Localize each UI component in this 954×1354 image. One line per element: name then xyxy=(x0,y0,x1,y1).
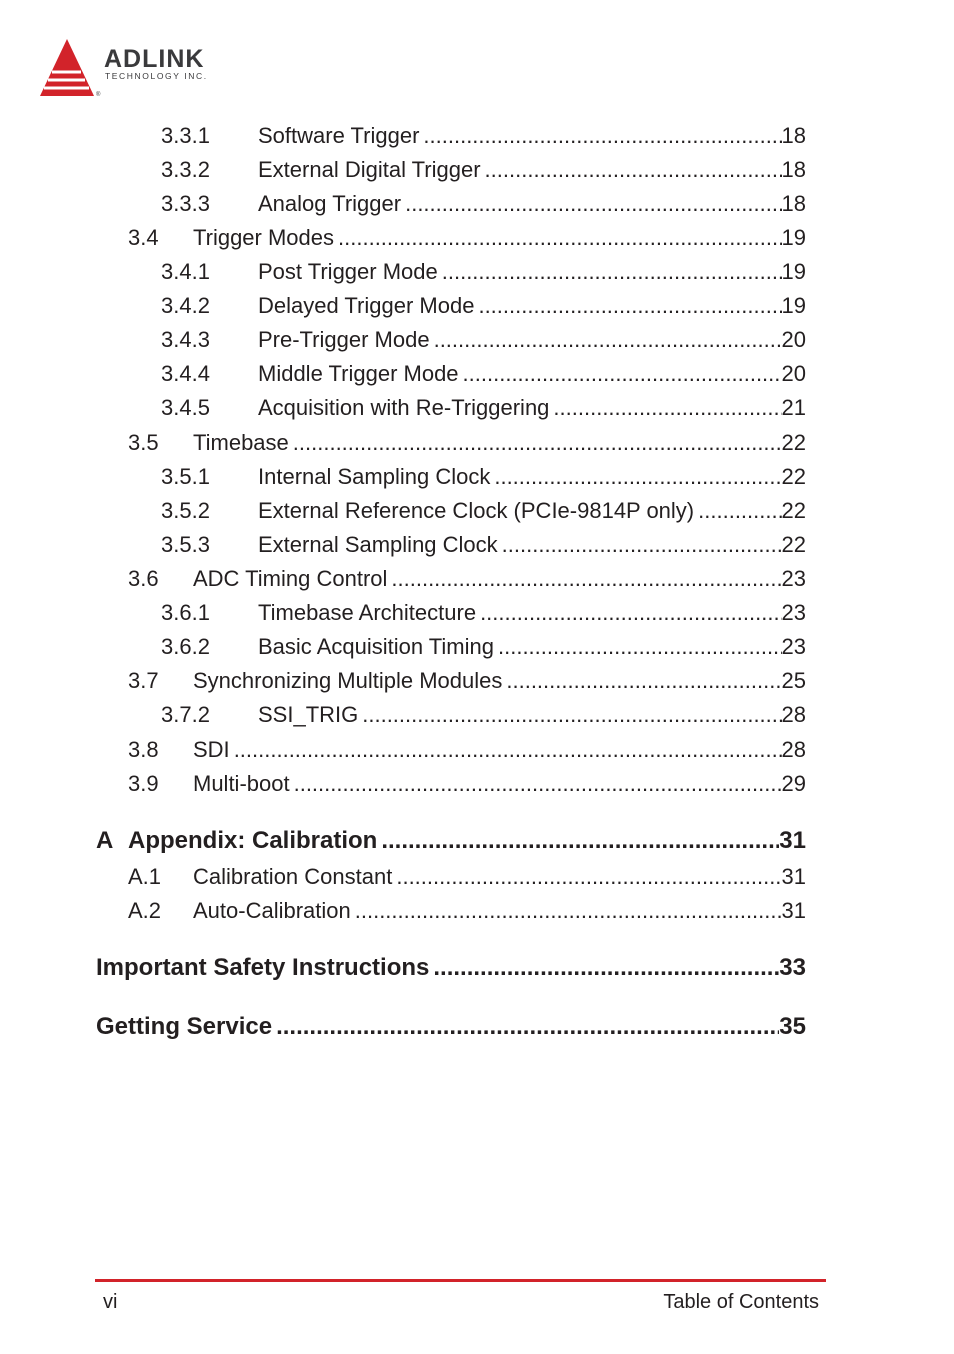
toc-chapter-page: 35 xyxy=(779,1013,806,1040)
toc-entry-number: 3.6.2 xyxy=(161,634,210,659)
toc-entry-title: External Reference Clock (PCIe-9814P only) xyxy=(258,498,695,523)
toc-entry-title: Multi-boot xyxy=(193,771,290,796)
toc-entry-number: 3.5.2 xyxy=(161,498,210,523)
toc-entry-number: 3.3.1 xyxy=(161,123,210,148)
toc-entry-page: 22 xyxy=(781,532,806,557)
toc-entry-number: 3.5.3 xyxy=(161,532,210,557)
toc-entry-title: SSI_TRIG xyxy=(258,702,359,727)
toc-chapter-page: 31 xyxy=(779,827,806,854)
toc-entry[interactable] xyxy=(161,257,806,287)
toc-entry-title: Calibration Constant xyxy=(193,864,393,889)
toc-entry-page: 25 xyxy=(781,668,806,693)
toc-entry[interactable] xyxy=(161,155,806,185)
toc-leader-dots xyxy=(430,325,782,355)
adlink-triangle-icon xyxy=(38,36,102,98)
toc-chapter-title: Getting Service xyxy=(96,1013,273,1040)
toc-entry-title: SDI xyxy=(193,737,230,762)
toc-entry[interactable] xyxy=(128,862,806,892)
toc-entry-title: Auto-Calibration xyxy=(193,898,351,923)
toc-entry[interactable] xyxy=(161,632,806,662)
toc-entry-title: Timebase xyxy=(193,430,289,455)
toc-leader-dots xyxy=(459,359,782,389)
toc-entry-number: 3.5.1 xyxy=(161,464,210,489)
toc-leader-dots xyxy=(230,735,782,765)
toc-entry-title: Basic Acquisition Timing xyxy=(258,634,494,659)
brand-name: ADLINK xyxy=(104,45,205,73)
toc-entry-title: Internal Sampling Clock xyxy=(258,464,491,489)
toc-entry[interactable] xyxy=(161,462,806,492)
toc-entry-title: Software Trigger xyxy=(258,123,420,148)
toc-entry[interactable] xyxy=(161,121,806,151)
toc-leader-dots xyxy=(377,826,779,856)
toc-entry[interactable] xyxy=(161,359,806,389)
toc-entry-title: Timebase Architecture xyxy=(258,600,477,625)
toc-entry-number: 3.7 xyxy=(128,668,159,693)
toc-entry[interactable] xyxy=(128,223,806,253)
toc-entry-page: 20 xyxy=(781,361,806,386)
toc-leader-dots xyxy=(498,530,782,560)
toc-entry[interactable] xyxy=(161,291,806,321)
toc-leader-dots xyxy=(481,155,782,185)
toc-entry-page: 23 xyxy=(781,634,806,659)
toc-leader-dots xyxy=(419,121,781,151)
toc-entry-page: 18 xyxy=(781,157,806,182)
toc-entry[interactable] xyxy=(161,325,806,355)
toc-entry-page: 23 xyxy=(781,600,806,625)
toc-entry-page: 28 xyxy=(781,702,806,727)
toc-entry-title: Middle Trigger Mode xyxy=(258,361,459,386)
toc-entry[interactable] xyxy=(128,428,806,458)
footer-rule xyxy=(95,1279,826,1282)
toc-entry-page: 18 xyxy=(781,191,806,216)
toc-entry[interactable] xyxy=(161,530,806,560)
toc-entry[interactable] xyxy=(161,700,806,730)
brand-subtitle: TECHNOLOGY INC. xyxy=(105,71,208,81)
toc-entry[interactable] xyxy=(128,735,806,765)
toc-leader-dots xyxy=(392,862,781,892)
toc-entry[interactable] xyxy=(161,496,806,526)
toc-leader-dots xyxy=(387,564,781,594)
toc-entry-title: Post Trigger Mode xyxy=(258,259,438,284)
toc-entry[interactable] xyxy=(161,189,806,219)
toc-entry-title: External Digital Trigger xyxy=(258,157,481,182)
toc-leader-dots xyxy=(289,428,782,458)
toc-entry-number: 3.4 xyxy=(128,225,159,250)
toc-entry-page: 19 xyxy=(781,225,806,250)
toc-leader-dots xyxy=(272,1012,779,1042)
toc-entry-number: 3.4.4 xyxy=(161,361,210,386)
toc-leader-dots xyxy=(502,666,781,696)
toc-entry-number: 3.4.5 xyxy=(161,395,210,420)
toc-entry-page: 21 xyxy=(781,395,806,420)
toc-leader-dots xyxy=(401,189,781,219)
toc-entry-title: Acquisition with Re-Triggering xyxy=(258,395,550,420)
toc-entry-page: 23 xyxy=(781,566,806,591)
toc-entry-title: Delayed Trigger Mode xyxy=(258,293,475,318)
toc-entry-page: 19 xyxy=(781,259,806,284)
toc-entry-title: Pre-Trigger Mode xyxy=(258,327,430,352)
toc-chapter-title: Important Safety Instructions xyxy=(96,954,430,981)
toc-leader-dots xyxy=(694,496,781,526)
toc-leader-dots xyxy=(351,896,782,926)
toc-entry-title: Analog Trigger xyxy=(258,191,402,216)
toc-entry-number: 3.4.3 xyxy=(161,327,210,352)
toc-leader-dots xyxy=(494,632,782,662)
toc-entry-page: 18 xyxy=(781,123,806,148)
toc-leader-dots xyxy=(474,291,781,321)
toc-entry-title: ADC Timing Control xyxy=(193,566,388,591)
toc-entry-number: 3.6 xyxy=(128,566,159,591)
toc-chapter-letter: A xyxy=(96,827,114,854)
toc-entry[interactable] xyxy=(161,598,806,628)
toc-entry[interactable] xyxy=(128,769,806,799)
toc-chapter-title: Appendix: Calibration xyxy=(128,827,378,854)
toc-entry-number: A.2 xyxy=(128,898,162,923)
toc-entry-number: 3.7.2 xyxy=(161,702,210,727)
toc-leader-dots xyxy=(549,393,781,423)
toc-entry-page: 31 xyxy=(781,898,806,923)
toc-entry-title: External Sampling Clock xyxy=(258,532,498,557)
toc-chapter[interactable] xyxy=(96,953,806,983)
toc-entry-number: 3.6.1 xyxy=(161,600,210,625)
toc-chapter[interactable] xyxy=(96,826,806,856)
footer-page-number: vi xyxy=(103,1291,118,1313)
toc-entry-page: 20 xyxy=(781,327,806,352)
toc-chapter[interactable] xyxy=(96,1012,806,1042)
toc-entry-number: 3.3.3 xyxy=(161,191,210,216)
toc-entry-number: A.1 xyxy=(128,864,162,889)
toc-entry-title: Trigger Modes xyxy=(193,225,335,250)
toc-leader-dots xyxy=(438,257,782,287)
toc-entry-number: 3.8 xyxy=(128,737,159,762)
toc-entry[interactable] xyxy=(128,666,806,696)
toc-leader-dots xyxy=(429,953,779,983)
toc-entry-number: 3.4.1 xyxy=(161,259,210,284)
toc-entry-number: 3.4.2 xyxy=(161,293,210,318)
toc-entry-page: 29 xyxy=(781,771,806,796)
toc-entry-page: 22 xyxy=(781,430,806,455)
toc-leader-dots xyxy=(490,462,781,492)
toc-entry-page: 28 xyxy=(781,737,806,762)
toc-entry-page: 22 xyxy=(781,464,806,489)
toc-leader-dots xyxy=(334,223,782,253)
toc-entry[interactable] xyxy=(128,564,806,594)
toc-entry-number: 3.3.2 xyxy=(161,157,210,182)
toc-entry-page: 19 xyxy=(781,293,806,318)
toc-leader-dots xyxy=(358,700,781,730)
toc-entry-page: 22 xyxy=(781,498,806,523)
toc-chapter-page: 33 xyxy=(779,954,806,981)
toc-entry-number: 3.9 xyxy=(128,771,159,796)
toc-entry[interactable] xyxy=(161,393,806,423)
toc-leader-dots xyxy=(476,598,781,628)
toc-entry-title: Synchronizing Multiple Modules xyxy=(193,668,503,693)
toc-entry[interactable] xyxy=(128,896,806,926)
adlink-logo xyxy=(38,36,238,100)
toc-entry-page: 31 xyxy=(781,864,806,889)
registered-mark: ® xyxy=(96,92,101,98)
toc-leader-dots xyxy=(290,769,782,799)
footer-section-title: Table of Contents xyxy=(663,1291,819,1313)
toc-entry-number: 3.5 xyxy=(128,430,159,455)
